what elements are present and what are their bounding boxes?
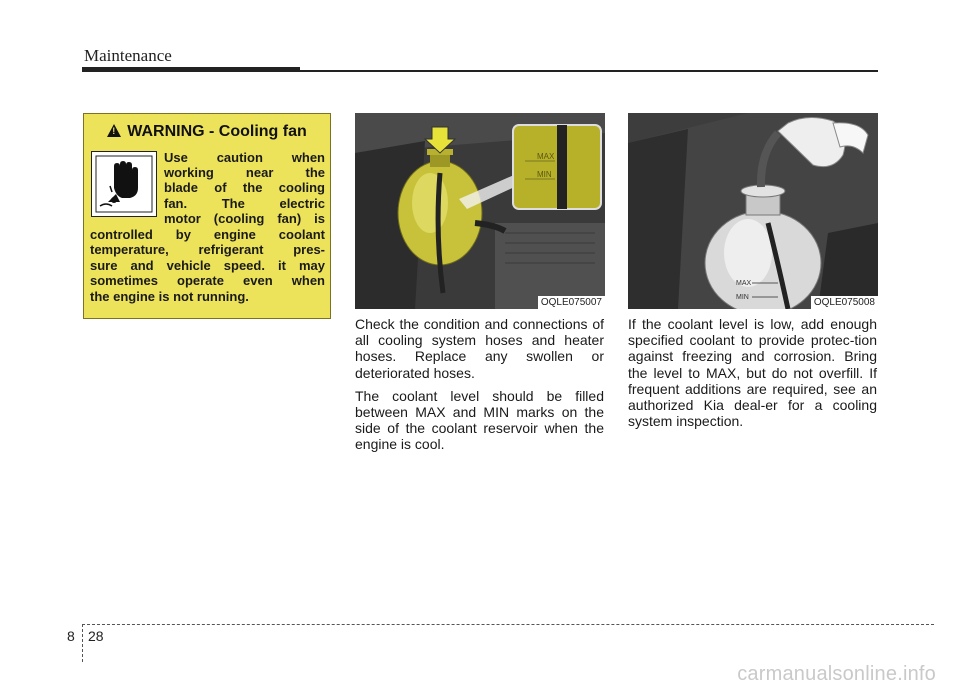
paragraph: The coolant level should be filled between MAX and MIN marks on the side of the coolant reservoir when the engine is cool. [355, 387, 604, 453]
page-header-title: Maintenance [84, 46, 172, 65]
paragraph: If the coolant level is low, add enough specified coolant to provide protec-tion against freezing and corrosion. Bring the level to MAX, but do not overfill. If frequent additions are required, see an authorized Kia deal-er for a cooling system inspection. [628, 316, 877, 430]
warning-line: working near the [164, 165, 325, 181]
coolant-filling-image [628, 113, 878, 309]
coolant-reservoir-image [355, 113, 605, 309]
warning-line: fan. The electric [164, 195, 325, 211]
footer-divider [82, 624, 83, 662]
warning-triangle-icon [107, 124, 121, 137]
page-section-number: 8 [67, 628, 75, 644]
header-rule-thick [82, 67, 300, 72]
footer-rule [82, 624, 934, 625]
warning-title-sub: - Cooling fan [204, 123, 307, 140]
warning-box [83, 113, 331, 319]
warning-line: sure and vehicle speed. it may [90, 257, 325, 273]
watermark: carmanualsonline.info [737, 663, 936, 685]
paragraph: Check the condition and connections of all cooling system hoses and heater hoses. Replace any swollen or deteriorated hoses. [355, 316, 604, 381]
image-code-left: OQLE075007 [538, 296, 605, 309]
column-1-text [355, 316, 604, 460]
column-2-text [628, 316, 877, 436]
warning-line: blade of the cooling [164, 180, 325, 196]
warning-title [84, 123, 330, 141]
header-rule-thin [300, 70, 878, 72]
min-mark-left: MIN [537, 170, 552, 179]
warning-line: sometimes operate even when [90, 273, 325, 289]
image-code-right: OQLE075008 [811, 296, 878, 309]
warning-text-bottom [90, 227, 325, 304]
hand-fan-hazard-icon [91, 151, 157, 217]
page-number: 28 [88, 628, 104, 644]
warning-text-top [164, 150, 325, 226]
max-mark-right: MAX [736, 280, 752, 287]
warning-title-main: WARNING [127, 123, 205, 140]
warning-line: the engine is not running. [90, 288, 249, 304]
warning-line: controlled by engine coolant [90, 227, 325, 242]
warning-line: Use caution when [164, 150, 325, 165]
min-mark-right: MIN [736, 294, 749, 301]
warning-line: motor (cooling fan) is [164, 210, 325, 226]
max-mark-left: MAX [537, 152, 555, 161]
warning-line: temperature, refrigerant pres- [90, 242, 325, 258]
